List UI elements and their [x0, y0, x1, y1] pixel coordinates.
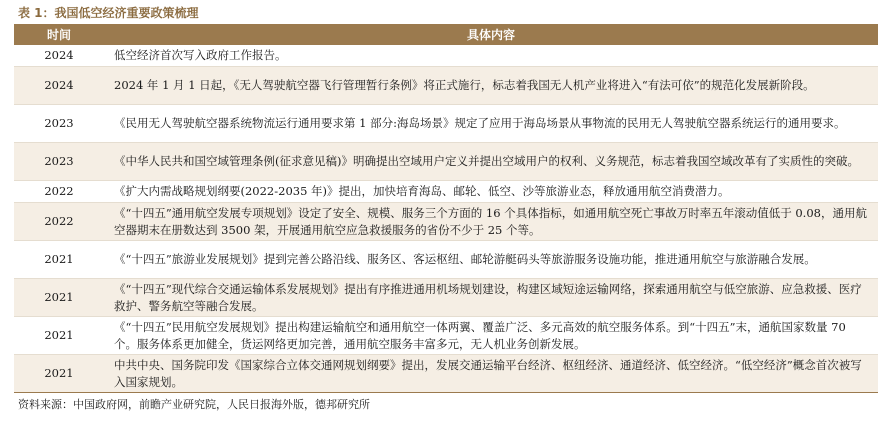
row-year: 2021: [14, 317, 104, 355]
row-year: 2022: [14, 203, 104, 241]
policy-table: [14, 24, 878, 393]
row-content: 《扩大内需战略规划纲要(2022-2035 年)》提出，加快培育海岛、邮轮、低空、沙等旅游业态，释放通用航空消费潜力。: [104, 181, 878, 203]
row-content: 《“十四五”通用航空发展专项规划》设定了安全、规模、服务三个方面的 16 个具体指标，如通用航空死亡事故万时率五年滚动值低于 0.08，通用航空器期末在册数达到 3500 架，开展通用航空应急救援服务的省份不少于 25 个等。: [104, 203, 878, 241]
row-content: 《民用无人驾驶航空器系统物流运行通用要求第 1 部分:海岛场景》规定了应用于海岛场景从事物流的民用无人驾驶航空器系统运行的通用要求。: [104, 105, 878, 143]
row-year: 2023: [14, 105, 104, 143]
table-row: [14, 317, 878, 355]
table-row: [14, 203, 878, 241]
table-header-row: [14, 24, 878, 45]
table-row: [14, 143, 878, 181]
row-content: 《“十四五”现代综合交通运输体系发展规划》提出有序推进通用机场规划建设，构建区域短途运输网络，探索通用航空与低空旅游、应急救援、医疗救护、警务航空等融合发展。: [104, 279, 878, 317]
table-row: [14, 105, 878, 143]
table-caption: 表 1：我国低空经济重要政策梳理: [18, 6, 199, 20]
table-row: [14, 45, 878, 67]
table-row: [14, 67, 878, 105]
table-row: [14, 355, 878, 393]
row-year: 2022: [14, 181, 104, 203]
header-content: 具体内容: [104, 24, 878, 45]
table-row: [14, 241, 878, 279]
row-year: 2023: [14, 143, 104, 181]
table-row: [14, 181, 878, 203]
row-content: 《“十四五”民用航空发展规划》提出构建运输航空和通用航空一体两翼、覆盖广泛、多元高效的航空服务体系。到“十四五”末，通航国家数量 70 个。服务体系更加健全，货运网络更加完善，通用航空服务丰富多元，无人机业务创新发展。: [104, 317, 878, 355]
row-year: 2021: [14, 355, 104, 393]
row-content: 中共中央、国务院印发《国家综合立体交通网规划纲要》提出，发展交通运输平台经济、枢纽经济、通道经济、低空经济。“低空经济”概念首次被写入国家规划。: [104, 355, 878, 393]
table-row: [14, 279, 878, 317]
header-year: 时间: [14, 24, 104, 45]
row-content: 《中华人民共和国空域管理条例(征求意见稿)》明确提出空域用户定义并提出空域用户的权利、义务规范，标志着我国空域改革有了实质性的突破。: [104, 143, 878, 181]
row-content: 低空经济首次写入政府工作报告。: [104, 45, 878, 67]
row-year: 2021: [14, 241, 104, 279]
row-year: 2024: [14, 67, 104, 105]
row-year: 2021: [14, 279, 104, 317]
row-content: 2024 年 1 月 1 日起，《无人驾驶航空器飞行管理暂行条例》将正式施行，标志着我国无人机产业将进入“有法可依”的规范化发展新阶段。: [104, 67, 878, 105]
source-note: 资料来源：中国政府网，前瞻产业研究院，人民日报海外版，德邦研究所: [18, 398, 370, 411]
row-year: 2024: [14, 45, 104, 67]
row-content: 《“十四五”旅游业发展规划》提到完善公路沿线、服务区、客运枢纽、邮轮游艇码头等旅游服务设施功能，推进通用航空与旅游融合发展。: [104, 241, 878, 279]
page: [0, 2, 890, 427]
